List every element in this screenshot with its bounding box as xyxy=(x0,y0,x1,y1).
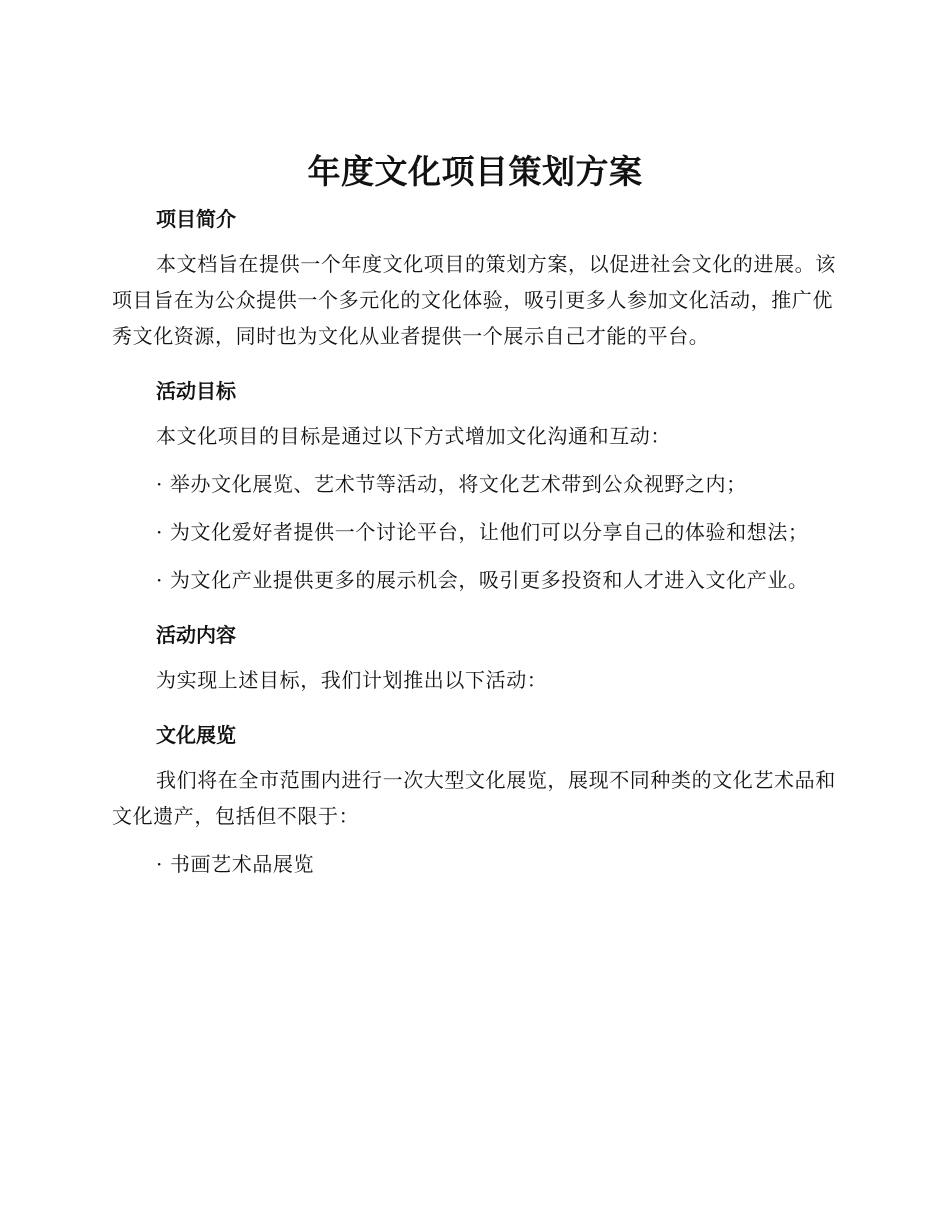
goal-list-item-1: · 举办文化展览、艺术节等活动，将文化艺术带到公众视野之内； xyxy=(156,472,747,496)
section-heading-intro: 项目简介 xyxy=(156,207,236,231)
section-heading-exhibition: 文化展览 xyxy=(156,723,236,747)
goals-intro-paragraph: 本文化项目的目标是通过以下方式增加文化沟通和互动： xyxy=(156,424,671,448)
activities-intro-paragraph: 为实现上述目标，我们计划推出以下活动： xyxy=(156,668,548,692)
intro-paragraph: 本文档旨在提供一个年度文化项目的策划方案，以促进社会文化的进展。该项目旨在为公众提供一个多元化的文化体验，吸引更多人参加文化活动，推广优秀文化资源，同时也为文化从业者提供一个展示自己才能的平台。 xyxy=(112,252,836,348)
section-heading-goals: 活动目标 xyxy=(156,379,236,403)
section-heading-activities: 活动内容 xyxy=(156,623,236,647)
document-title: 年度文化项目策划方案 xyxy=(307,152,643,191)
goal-list-item-3: · 为文化产业提供更多的展示机会，吸引更多投资和人才进入文化产业。 xyxy=(156,568,809,592)
exhibition-list-item-1: · 书画艺术品展览 xyxy=(156,852,315,876)
goal-list-item-2: · 为文化爱好者提供一个讨论平台，让他们可以分享自己的体验和想法； xyxy=(156,520,809,544)
exhibition-paragraph: 我们将在全市范围内进行一次大型文化展览，展现不同种类的文化艺术品和文化遗产，包括但不限于： xyxy=(112,768,836,828)
document-content xyxy=(112,150,838,882)
